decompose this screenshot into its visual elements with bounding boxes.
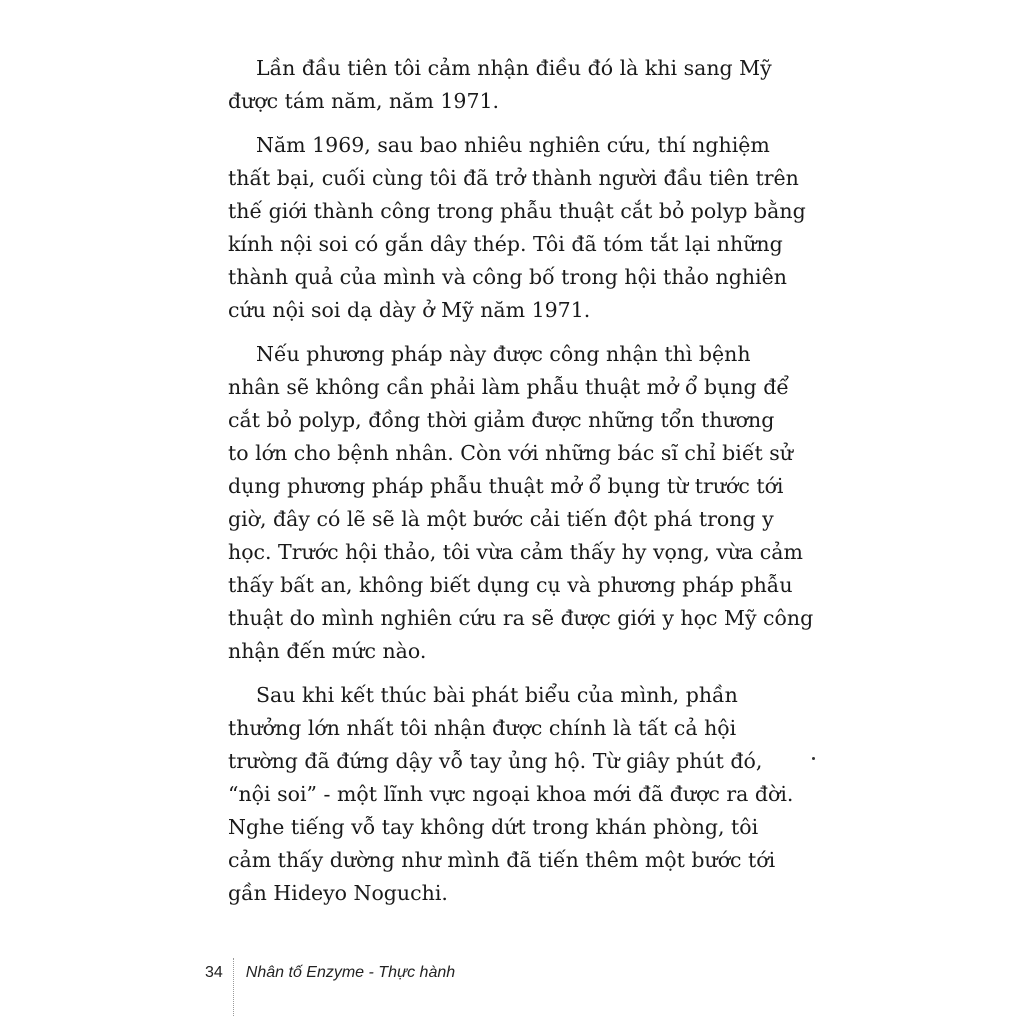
text-line: cảm thấy dường như mình đã tiến thêm một bước tới <box>228 848 776 872</box>
page-footer <box>205 958 455 988</box>
text-line: “nội soi” - một lĩnh vực ngoại khoa mới đã được ra đời. <box>228 782 794 806</box>
text-line: Nếu phương pháp này được công nhận thì bệnh <box>256 342 751 366</box>
text-line: nhân sẽ không cần phải làm phẫu thuật mở ổ bụng để <box>228 375 789 399</box>
footer-divider <box>233 958 234 1016</box>
paragraph <box>228 129 808 327</box>
paragraph <box>228 338 814 668</box>
text-line: thuật do mình nghiên cứu ra sẽ được giới y học Mỹ công <box>228 606 814 630</box>
text-line: nhận đến mức nào. <box>228 639 427 663</box>
text-line: cắt bỏ polyp, đồng thời giảm được những tổn thương <box>228 408 775 432</box>
running-title: Nhân tố Enzyme - Thực hành <box>245 964 456 981</box>
text-line: Năm 1969, sau bao nhiêu nghiên cứu, thí nghiệm <box>256 133 770 157</box>
body-text <box>228 52 814 921</box>
text-line: thưởng lớn nhất tôi nhận được chính là tất cả hội <box>228 716 737 740</box>
page-number: 34 <box>205 964 223 981</box>
text-line: học. Trước hội thảo, tôi vừa cảm thấy hy vọng, vừa cảm <box>228 540 803 564</box>
text-line: thế giới thành công trong phẫu thuật cắt bỏ polyp bằng <box>228 199 806 223</box>
text-line: trường đã đứng dậy vỗ tay ủng hộ. Từ giây phút đó, <box>228 749 763 773</box>
text-line: gần Hideyo Noguchi. <box>228 881 448 905</box>
paragraph <box>228 679 808 910</box>
text-line: to lớn cho bệnh nhân. Còn với những bác sĩ chỉ biết sử <box>228 441 793 465</box>
text-line: Nghe tiếng vỗ tay không dứt trong khán phòng, tôi <box>228 815 759 839</box>
text-line: giờ, đây có lẽ sẽ là một bước cải tiến đột phá trong y <box>228 507 774 531</box>
text-line: cứu nội soi dạ dày ở Mỹ năm 1971. <box>228 298 591 322</box>
text-line: Sau khi kết thúc bài phát biểu của mình, phần <box>256 683 738 707</box>
text-line: kính nội soi có gắn dây thép. Tôi đã tóm tắt lại những <box>228 232 783 256</box>
text-line: Lần đầu tiên tôi cảm nhận điều đó là khi sang Mỹ <box>256 56 772 80</box>
print-speck <box>812 757 815 760</box>
paragraph <box>228 52 808 118</box>
text-line: thấy bất an, không biết dụng cụ và phương pháp phẫu <box>228 573 793 597</box>
text-line: thành quả của mình và công bố trong hội thảo nghiên <box>228 265 787 289</box>
text-line: dụng phương pháp phẫu thuật mở ổ bụng từ trước tới <box>228 474 784 498</box>
text-line: được tám năm, năm 1971. <box>228 89 500 113</box>
text-line: thất bại, cuối cùng tôi đã trở thành người đầu tiên trên <box>228 166 799 190</box>
